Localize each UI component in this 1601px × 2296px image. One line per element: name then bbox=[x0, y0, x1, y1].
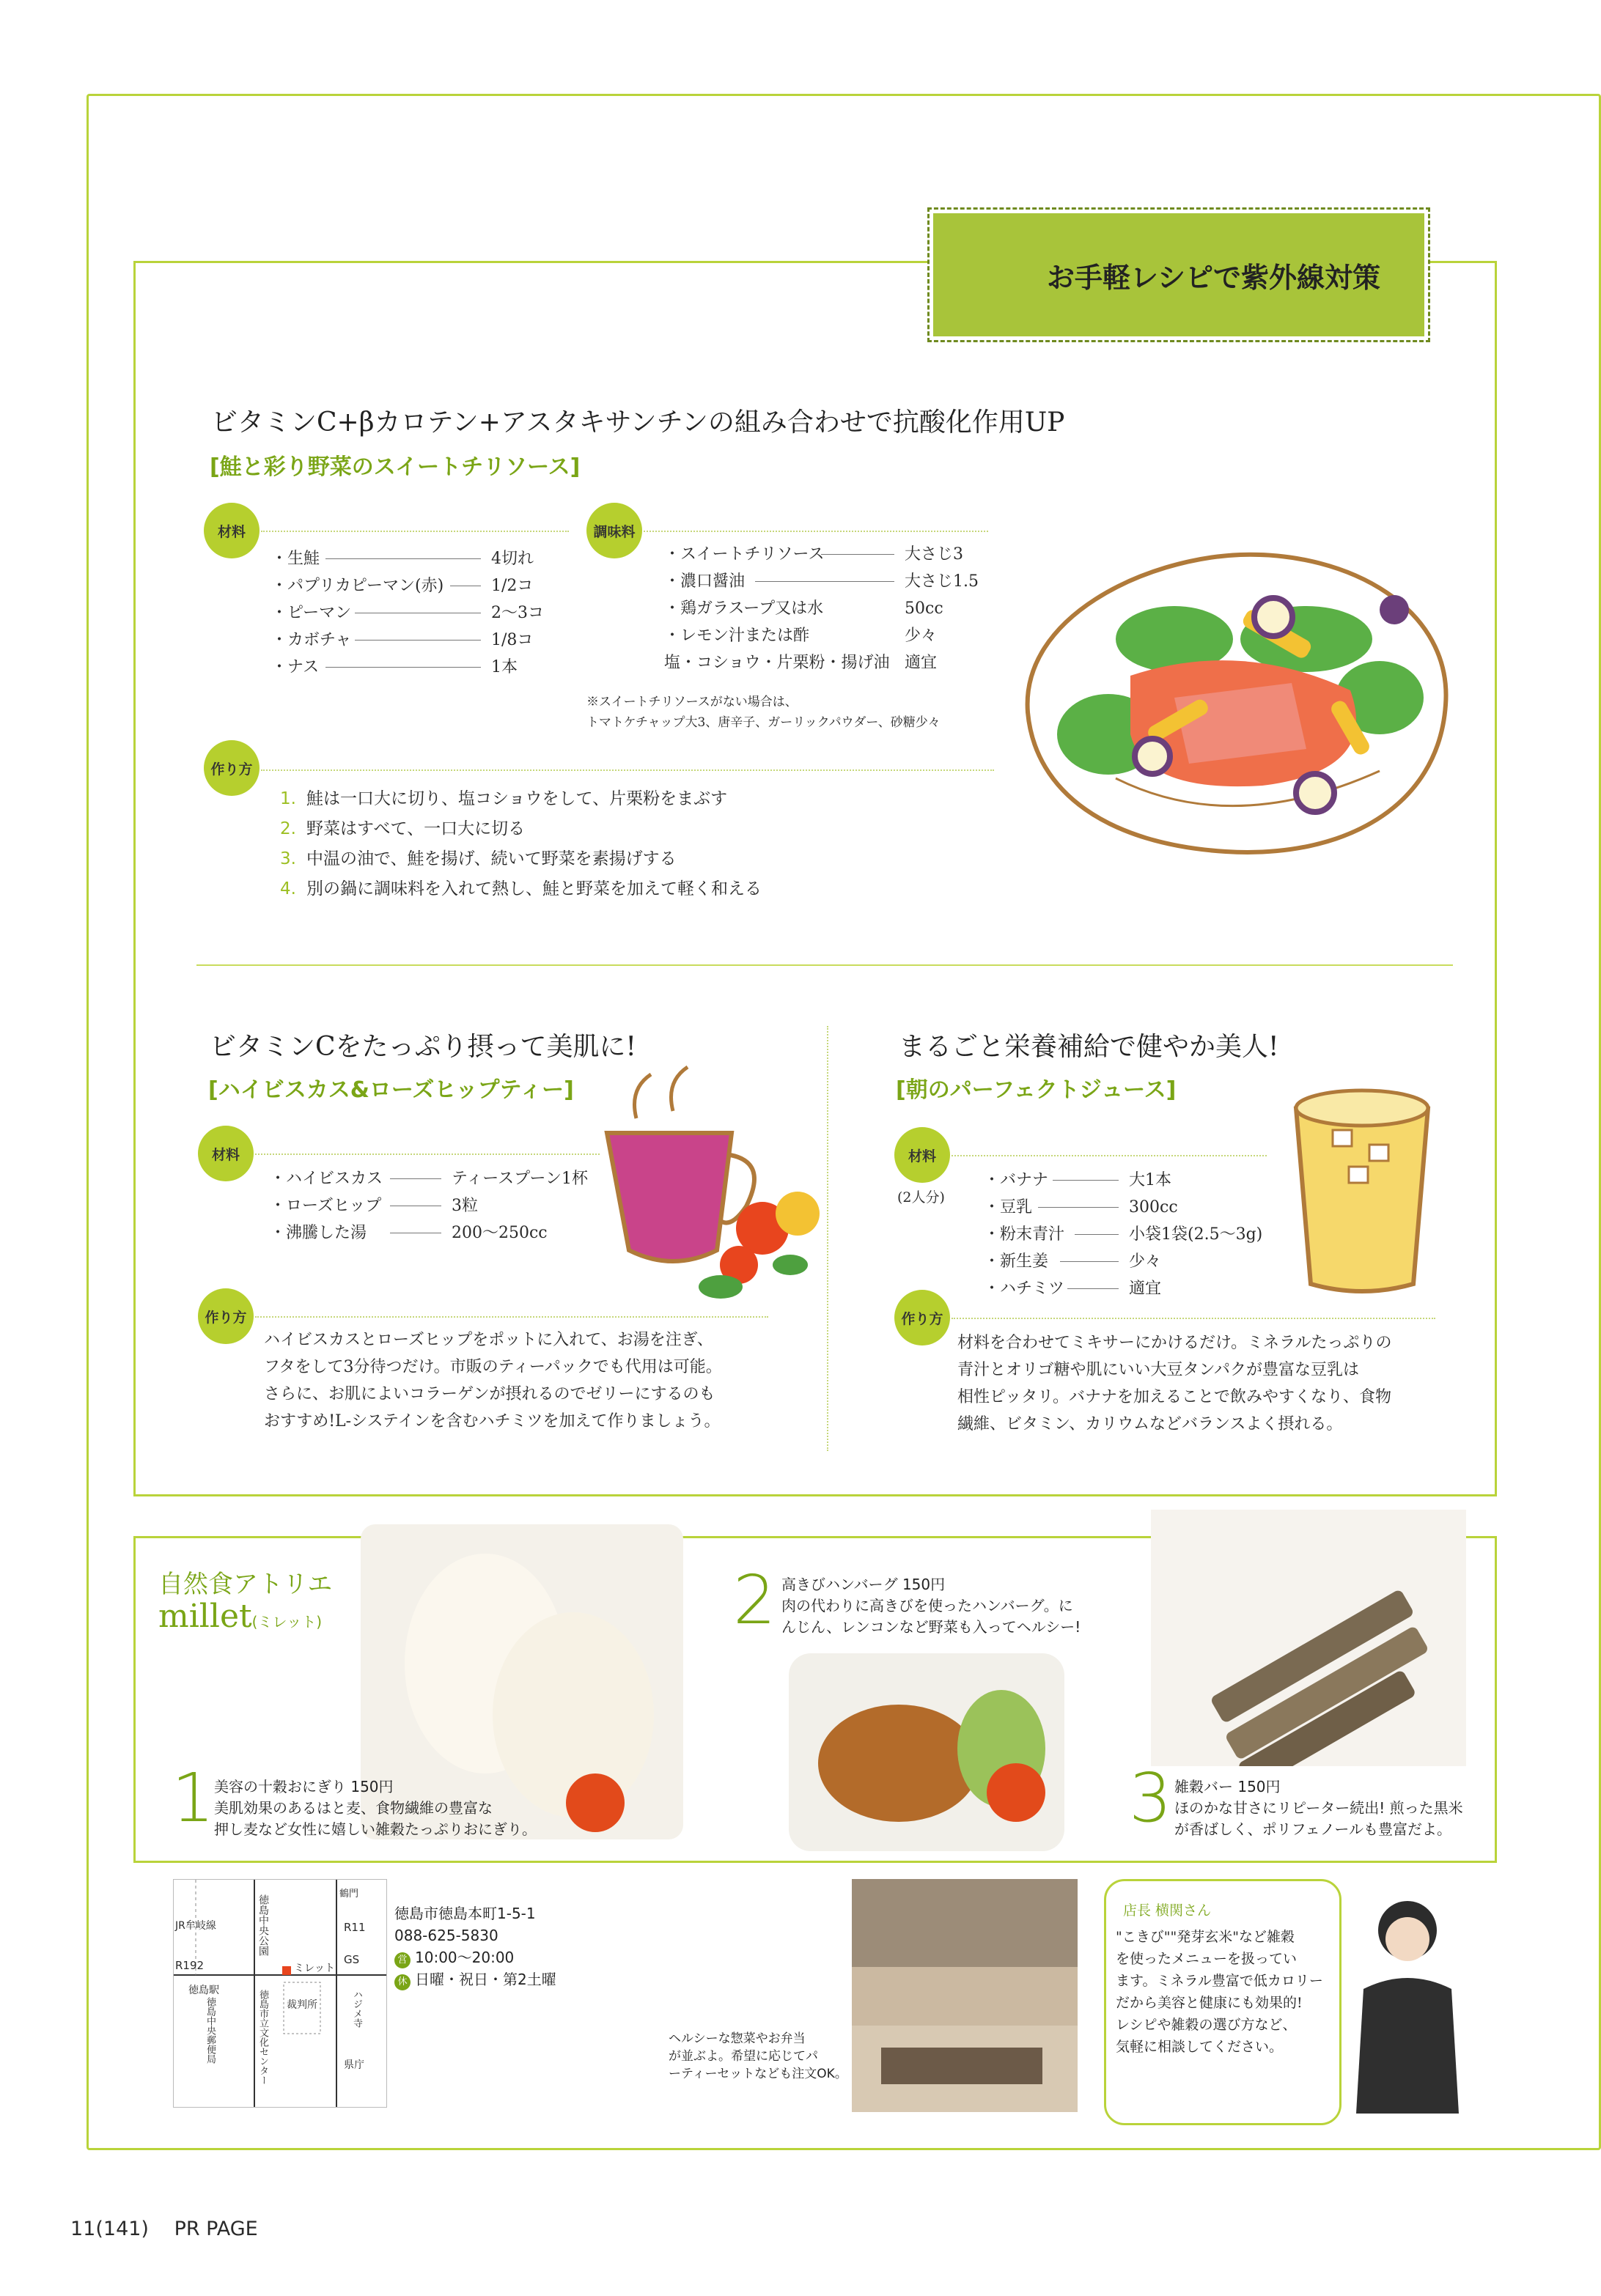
step: 4. 別の鍋に調味料を入れて熱し、鮭と野菜を加えて軽く和える bbox=[280, 879, 762, 898]
manager-title: 店長 横関さん bbox=[1123, 1902, 1212, 1919]
ingredient-row: ・カボチャ 1/8コ bbox=[271, 631, 534, 649]
ingredients-badge: 材料 bbox=[894, 1127, 950, 1183]
seasoning-row: ・濃口醤油 大さじ1.5 bbox=[664, 572, 979, 591]
recipe2-name: [ハイビスカス&ローズヒップティー] bbox=[208, 1077, 574, 1103]
map-label: 徳島駅 bbox=[188, 1985, 219, 1996]
divider bbox=[952, 1155, 1267, 1156]
divider bbox=[952, 1318, 1435, 1319]
divider bbox=[255, 1153, 600, 1155]
shop-phone: 088-625-5830 bbox=[394, 1927, 498, 1944]
section-divider bbox=[196, 964, 1453, 966]
pr-label: PR PAGE bbox=[174, 2218, 258, 2240]
map-label: R11 bbox=[344, 1921, 366, 1934]
method-badge: 作り方 bbox=[204, 740, 260, 796]
recipe3-ingredients bbox=[984, 1167, 1262, 1302]
salmon-dish-illustration bbox=[998, 529, 1468, 874]
ingredient-row: ・生鮭 4切れ bbox=[271, 550, 534, 568]
product-2-caption: 高きびハンバーグ 150円 肉の代わりに高きびを使ったハンバーグ。に んじん、レンコンなど野菜も入ってヘルシー! bbox=[781, 1576, 1081, 1636]
recipe1-ingredients bbox=[271, 545, 544, 681]
divider bbox=[261, 531, 569, 532]
map-label: 裁判所 bbox=[287, 1999, 317, 2011]
map-label: ハジメ寺 bbox=[351, 1990, 362, 2028]
banner-title: お手軽レシピで紫外線対策 bbox=[1046, 261, 1380, 294]
page-footer bbox=[70, 2218, 258, 2240]
seasoning-row: ・レモン汁または酢 少々 bbox=[664, 627, 938, 645]
seasoning-row: ・スイートチリソース 大さじ3 bbox=[664, 545, 963, 564]
product-3-caption: 雑穀バー 150円 ほのかな甘さにリピーター続出! 煎った黒米 が香ばしく、ポリフェノールも豊富だよ。 bbox=[1174, 1778, 1463, 1838]
map-label: GS bbox=[344, 1953, 360, 1966]
divider bbox=[644, 531, 988, 532]
ingredient-row: ・ナス 1本 bbox=[271, 658, 518, 676]
access-map bbox=[173, 1879, 387, 2108]
map-label: 徳島市立文化センター bbox=[257, 1990, 268, 2085]
ingredient-row: ・パプリカピーマン(赤) 1/2コ bbox=[271, 577, 534, 595]
shop-name: 自然食アトリエ bbox=[158, 1570, 333, 1599]
recipe1-steps bbox=[280, 784, 762, 904]
recipe2-headline: ビタミンCをたっぷり摂って美肌に! bbox=[210, 1032, 637, 1062]
recipe1-note: ※スイートチリソースがない場合は、 トマトケチャップ大3、唐辛子、ガーリックパウダー、砂糖少々 bbox=[586, 695, 941, 730]
method-badge: 作り方 bbox=[198, 1288, 254, 1344]
seasoning-row: 塩・コショウ・片栗粉・揚げ油 適宜 bbox=[664, 654, 938, 672]
step: 1. 鮭は一口大に切り、塩コショウをして、片栗粉をまぶす bbox=[280, 789, 728, 808]
step: 2. 野菜はすべて、一口大に切る bbox=[280, 819, 526, 838]
recipe1-name: [鮭と彩り野菜のスイートチリソース] bbox=[210, 454, 581, 480]
recipe2-ingredients bbox=[270, 1165, 588, 1247]
manager-quote: "こきび""発芽玄米"など雑穀 を使ったメニューを扱ってい ます。ミネラル豊富で低カロリー だから美容と健康にも効果的! レシピや雑穀の選び方など、 気軽に相談してください。 bbox=[1116, 1929, 1323, 2055]
ingredient-row: ・沸騰した湯 200〜250cc bbox=[270, 1224, 548, 1242]
divider bbox=[261, 769, 994, 771]
clock-icon: 営 bbox=[394, 1952, 411, 1968]
ingredient-row: ・ピーマン 2〜3コ bbox=[271, 604, 544, 622]
recipe1-headline: ビタミンC+βカロテン+アスタキサンチンの組み合わせで抗酸化作用UP bbox=[211, 407, 1065, 438]
map-label: JR牟岐線 bbox=[175, 1920, 216, 1932]
ingredients-badge: 材料 bbox=[204, 503, 260, 558]
ingredient-row: ・新生姜 少々 bbox=[984, 1252, 1162, 1271]
recipe3-name: [朝のパーフェクトジュース] bbox=[896, 1077, 1177, 1103]
ingredient-row: ・豆乳 300cc bbox=[984, 1198, 1178, 1217]
step: 3. 中温の油で、鮭を揚げ、続いて野菜を素揚げする bbox=[280, 849, 677, 868]
juice-glass-illustration bbox=[1281, 1079, 1450, 1306]
store-interior-photo bbox=[852, 1879, 1078, 2112]
map-label: 徳島中央郵便局 bbox=[205, 1997, 216, 2064]
store-caption: ヘルシーな惣菜やお弁当 が並ぶよ。希望に応じてパ ーティーセットなども注文OK。 bbox=[669, 2031, 847, 2081]
product-number: 3 bbox=[1129, 1759, 1172, 1837]
shop-closed: 休 日曜・祝日・第2土曜 bbox=[394, 1968, 556, 1990]
ingredient-row: ・粉末青汁 小袋1袋(2.5〜3g) bbox=[984, 1225, 1263, 1244]
closed-icon: 休 bbox=[394, 1974, 411, 1990]
map-label: 鶴門 bbox=[339, 1889, 359, 1900]
tea-cup-illustration bbox=[592, 1052, 827, 1316]
map-label: R192 bbox=[175, 1959, 205, 1972]
recipe3-headline: まるごと栄養補給で健やか美人! bbox=[899, 1032, 1279, 1062]
column-divider bbox=[827, 1026, 828, 1451]
shop-brand: millet(ミレット) bbox=[158, 1598, 323, 1635]
shop-info bbox=[394, 1902, 556, 1990]
ingredient-row: ・ハイビスカス ティースプーン1杯 bbox=[270, 1170, 589, 1188]
section-banner bbox=[930, 210, 1428, 340]
map-label: ミレット bbox=[294, 1963, 335, 1974]
map-label: 県庁 bbox=[344, 2059, 364, 2071]
product-number: 2 bbox=[733, 1561, 776, 1639]
shop-hours: 営 10:00〜20:00 bbox=[394, 1946, 556, 1968]
shop-address: 徳島市徳島本町1-5-1 bbox=[394, 1905, 536, 1922]
product-1-caption: 美容の十穀おにぎり 150円 美肌効果のあるはと麦、食物繊維の豊富な 押し麦など女性に嬉しい雑穀たっぷりおにぎり。 bbox=[214, 1778, 537, 1838]
ingredient-row: ・ハチミツ 適宜 bbox=[984, 1280, 1162, 1298]
recipe3-method: 材料を合わせてミキサーにかけるだけ。ミネラルたっぷりの 青汁とオリゴ糖や肌にいい大豆タンパクが豊富な豆乳は 相性ピッタリ。バナナを加えることで飲みやすくなり、食物 繊維、ビタミン、カリウムなどバランスよく摂れる。 bbox=[957, 1334, 1392, 1433]
divider bbox=[255, 1316, 768, 1318]
servings: (2人分) bbox=[897, 1189, 945, 1206]
seasoning-badge: 調味料 bbox=[586, 503, 642, 558]
hamburg-photo bbox=[789, 1653, 1064, 1851]
recipe1-seasonings bbox=[664, 541, 979, 676]
map-label: 徳島中央公園 bbox=[257, 1894, 269, 1956]
method-badge: 作り方 bbox=[894, 1290, 950, 1346]
seasoning-row: ・鶏ガラスープ又は水 50cc bbox=[664, 599, 943, 618]
manager-photo bbox=[1341, 1879, 1473, 2114]
page-number: 11(141) bbox=[70, 2218, 149, 2240]
ingredient-row: ・バナナ 大1本 bbox=[984, 1171, 1171, 1189]
product-number: 1 bbox=[172, 1759, 215, 1837]
ingredients-badge: 材料 bbox=[198, 1126, 254, 1181]
recipe2-method: ハイビスカスとローズヒップをポットに入れて、お湯を注ぎ、 フタをして3分待つだけ。市販のティーパックでも代用は可能。 さらに、お肌によいコラーゲンが摂れるのでゼリーにするのも おすすめ!L-システインを含むハチミツを加えて作りましょう。 bbox=[264, 1331, 722, 1431]
grain-bar-photo bbox=[1151, 1510, 1466, 1766]
ingredient-row: ・ローズヒップ 3粒 bbox=[270, 1197, 478, 1215]
